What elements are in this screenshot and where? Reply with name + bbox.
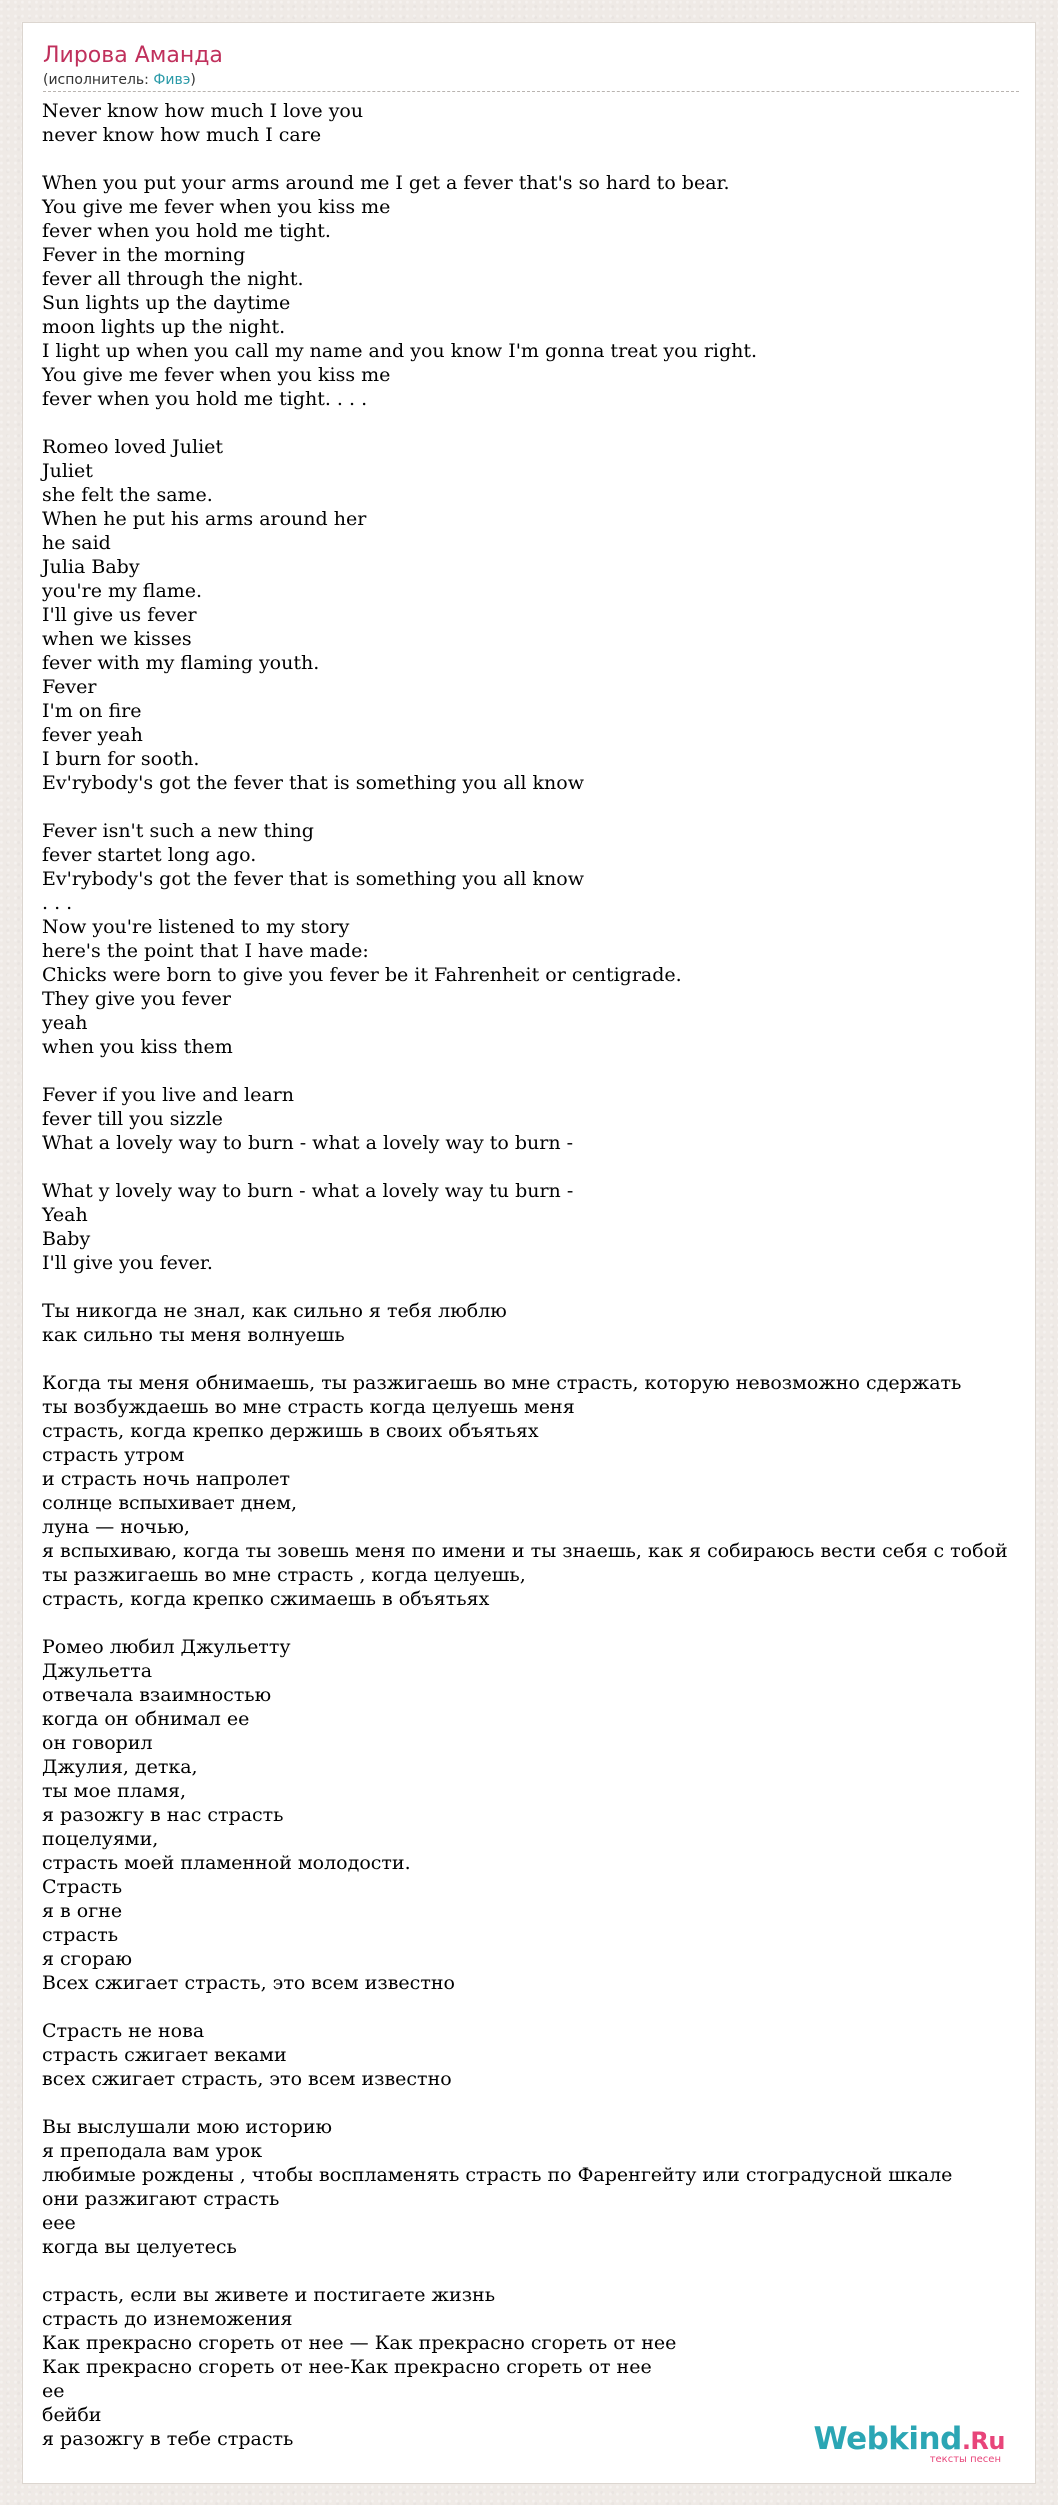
lyric-line: страсть, когда крепко держишь в своих объятьях	[42, 1420, 539, 1442]
lyric-line: When he put his arms around her	[42, 508, 367, 530]
lyric-line: Джулия, детка,	[42, 1756, 198, 1778]
lyric-line: всех сжигает страсть, это всем известно	[42, 2068, 452, 2090]
lyric-line: fever when you hold me tight. . . .	[42, 388, 368, 410]
lyric-line	[42, 1155, 1008, 1179]
lyric-line: Ev'rybody's got the fever that is something you all know	[42, 772, 584, 794]
lyric-line: I'm on fire	[42, 700, 142, 722]
lyric-line: я разожгу в нас страсть	[42, 1804, 284, 1826]
lyric-line: You give me fever when you kiss me	[42, 196, 391, 218]
lyric-line	[42, 1275, 1008, 1299]
lyric-line: отвечала взаимностью	[42, 1684, 272, 1706]
lyric-line: страсть, когда крепко сжимаешь в объятьях	[42, 1588, 490, 1610]
lyric-line: What a lovely way to burn - what a lovely way to burn -	[42, 1132, 574, 1154]
lyric-line: страсть	[42, 1924, 119, 1946]
lyric-line: Fever isn't such a new thing	[42, 820, 314, 842]
lyric-line: страсть утром	[42, 1444, 185, 1466]
lyric-line: Fever in the morning	[42, 244, 246, 266]
lyric-line: Страсть не нова	[42, 2020, 205, 2042]
lyric-line: поцелуями,	[42, 1828, 159, 1850]
lyric-line: Juliet	[42, 460, 93, 482]
lyric-line: I burn for sooth.	[42, 748, 200, 770]
lyric-line: страсть, если вы живете и постигаете жизнь	[42, 2284, 496, 2306]
lyric-line: Когда ты меня обнимаешь, ты разжигаешь во мне страсть, которую невозможно сдержать	[42, 1372, 962, 1394]
lyric-line: Джульетта	[42, 1660, 153, 1682]
lyric-line: Всех сжигает страсть, это всем известно	[42, 1972, 455, 1994]
lyric-line: fever all through the night.	[42, 268, 304, 290]
lyric-line: Romeo loved Juliet	[42, 436, 224, 458]
performer-prefix: (исполнитель:	[43, 72, 154, 88]
logo-tagline: тексты песен	[929, 2454, 1001, 2465]
lyric-line: I'll give us fever	[42, 604, 197, 626]
lyric-line: What y lovely way to burn - what a lovely way tu burn -	[42, 1180, 574, 1202]
lyric-line	[42, 1059, 1008, 1083]
lyric-line: бейби	[42, 2404, 102, 2426]
lyric-line: любимые рождены , чтобы воспламенять страсть по Фаренгейту или стоградусной шкале	[42, 2164, 953, 2186]
lyric-line: Как прекрасно сгореть от нее-Как прекрасно сгореть от нее	[42, 2356, 652, 2378]
lyric-line: You give me fever when you kiss me	[42, 364, 391, 386]
logo-suffix: .Ru	[961, 2427, 1005, 2455]
lyric-line: когда он обнимал ее	[42, 1708, 250, 1730]
lyric-line	[42, 2259, 1008, 2283]
lyric-line: Ev'rybody's got the fever that is something you all know	[42, 868, 584, 890]
song-header	[43, 42, 1019, 90]
lyric-line: страсть сжигает веками	[42, 2044, 287, 2066]
lyric-line: я разожгу в тебе страсть	[42, 2428, 294, 2450]
lyric-line: ты возбуждаешь во мне страсть когда целуешь меня	[42, 1396, 575, 1418]
lyric-line: Sun lights up the daytime	[42, 292, 291, 314]
lyric-line: she felt the same.	[42, 484, 213, 506]
lyric-line	[42, 795, 1008, 819]
lyric-line: они разжигают страсть	[42, 2188, 280, 2210]
lyric-line: I light up when you call my name and you know I'm gonna treat you right.	[42, 340, 758, 362]
lyric-line: когда вы целуетесь	[42, 2236, 237, 2258]
lyric-line	[42, 2091, 1008, 2115]
lyric-line: еее	[42, 2212, 76, 2234]
site-logo[interactable]	[814, 2422, 1006, 2465]
lyric-line: yeah	[42, 1012, 88, 1034]
lyric-line: он говорил	[42, 1732, 153, 1754]
lyric-line: я в огне	[42, 1900, 123, 1922]
lyric-line: you're my flame.	[42, 580, 203, 602]
logo-wordmark	[814, 2422, 1006, 2458]
song-title: Лирова Аманда	[43, 43, 223, 68]
lyric-line: here's the point that I have made:	[42, 940, 369, 962]
lyric-line: never know how much I care	[42, 124, 322, 146]
lyric-line: ее	[42, 2380, 65, 2402]
lyric-line: Chicks were born to give you fever be it Fahrenheit or centigrade.	[42, 964, 682, 986]
lyric-line: Never know how much I love you	[42, 100, 364, 122]
performer-line	[43, 70, 1019, 90]
performer-link[interactable]: Фивэ	[153, 72, 191, 88]
lyric-line: fever till you sizzle	[42, 1108, 223, 1130]
lyric-line: как сильно ты меня волнуешь	[42, 1324, 345, 1346]
lyric-line: Baby	[42, 1228, 91, 1250]
lyric-line: и страсть ночь напролет	[42, 1468, 291, 1490]
lyric-line: страсть моей пламенной молодости.	[42, 1852, 411, 1874]
lyric-line: я преподала вам урок	[42, 2140, 263, 2162]
lyric-line: Страсть	[42, 1876, 123, 1898]
lyric-line: fever startet long ago.	[42, 844, 257, 866]
lyric-line: . . .	[42, 892, 73, 914]
header-divider	[43, 91, 1019, 92]
lyric-line: я сгораю	[42, 1948, 133, 1970]
lyric-line: Julia Baby	[42, 556, 140, 578]
lyric-line	[42, 1347, 1008, 1371]
logo-main-text: Webkind	[813, 2421, 962, 2457]
lyric-line: Fever if you live and learn	[42, 1084, 294, 1106]
lyric-line: Fever	[42, 676, 97, 698]
lyric-line: Ты никогда не знал, как сильно я тебя люблю	[42, 1300, 507, 1322]
lyric-line: Yeah	[42, 1204, 88, 1226]
lyric-line: страсть до изнеможения	[42, 2308, 293, 2330]
lyric-line: Вы выслушали мою историю	[42, 2116, 333, 2138]
lyric-line: ты разжигаешь во мне страсть , когда целуешь,	[42, 1564, 526, 1586]
lyric-line: солнце вспыхивает днем,	[42, 1492, 298, 1514]
lyric-line	[42, 147, 1008, 171]
lyric-line	[42, 1995, 1008, 2019]
lyric-line: Ромео любил Джульетту	[42, 1636, 291, 1658]
lyric-line	[42, 1611, 1008, 1635]
lyric-line	[42, 411, 1008, 435]
lyric-line: he said	[42, 532, 111, 554]
lyric-line: fever yeah	[42, 724, 143, 746]
lyric-line: When you put your arms around me I get a fever that's so hard to bear.	[42, 172, 730, 194]
lyric-line: fever when you hold me tight.	[42, 220, 331, 242]
lyric-line: Now you're listened to my story	[42, 916, 350, 938]
lyric-line: moon lights up the night.	[42, 316, 286, 338]
lyric-line: Как прекрасно сгореть от нее — Как прекрасно сгореть от нее	[42, 2332, 677, 2354]
lyric-line: ты мое пламя,	[42, 1780, 187, 1802]
performer-suffix: )	[190, 72, 196, 88]
lyric-line: I'll give you fever.	[42, 1252, 213, 1274]
lyric-line: fever with my flaming youth.	[42, 652, 320, 674]
lyrics-card	[22, 22, 1036, 2484]
lyric-line: They give you fever	[42, 988, 231, 1010]
lyric-line: when we kisses	[42, 628, 192, 650]
lyric-line: when you kiss them	[42, 1036, 233, 1058]
lyric-line: луна — ночью,	[42, 1516, 190, 1538]
lyrics-text	[42, 99, 1008, 2451]
lyric-line: я вспыхиваю, когда ты зовешь меня по имени и ты знаешь, как я собираюсь вести себя с тобой	[42, 1540, 1008, 1562]
